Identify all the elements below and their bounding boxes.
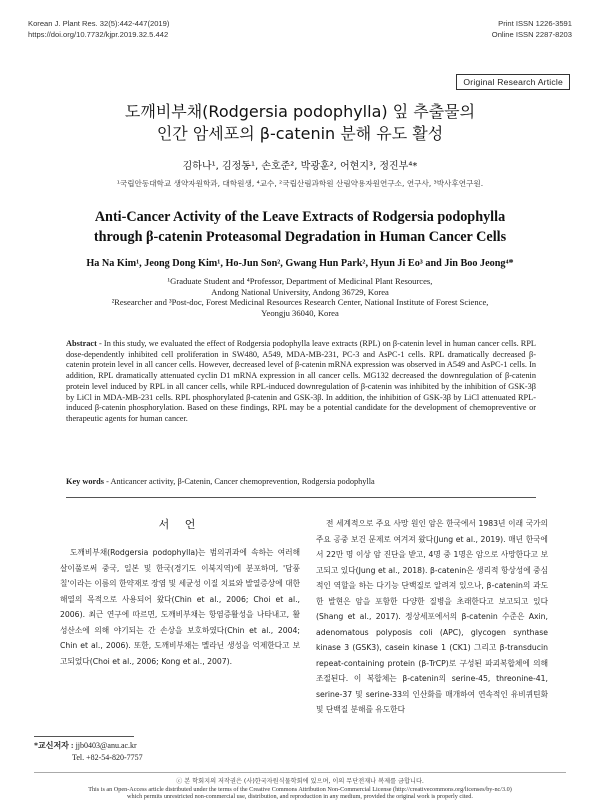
issn-header	[492, 18, 572, 40]
body-column-right: 전 세계적으로 주요 사망 원인 암은 한국에서 1983년 이래 국가의 주요 공중 보건 문제로 여겨져 왔다(Jung et al., 2019). 매년 한국에서 22만 명 이상 암 진단을 받고, 4명 중 1명은 암으로 사망한다고 보고되고 있다(Jung et al., 2018). β-catenin은 생리적 항상성에 중심적인 역할을 하는 다기능 단백질로 알려져 있으나, β-catenin의 과도한 발현은 암을 포함한 다양한 질병을 초래한다고 보고되고 있다(Shang et al., 2017). 정상세포에서의 β-catenin 수준은 Axin, adenomatous polyposis coli (APC), glycogen synthase kinase 3 (GSK3), casein kinase 1 (CK1) 그리고 β-transducin repeat-containing protein (β-TrCP)로 구성된 파괴복합체에 의해 조절된다. 이 복합체는 β-catenin의 serine-45, threonine-41, serine-37 및 serine-33의 인산화를 매개하여 연속적인 유비퀴틴화 및 단백질 분해를 유도한다	[316, 519, 548, 714]
article-type-badge: Original Research Article	[456, 74, 570, 90]
keywords-label: Key words	[66, 477, 105, 486]
license-line: which permits unrestricted non-commercial use, distribution, and reproduction in any medium, provided the original work is properly cited.	[127, 793, 473, 801]
author-phone: Tel. +82-54-820-7757	[72, 753, 143, 762]
journal-header	[28, 18, 169, 40]
introduction-heading: 서 언	[158, 518, 202, 531]
abstract	[66, 339, 536, 425]
abstract-text: - In this study, we evaluated the effect of Rodgersia podophylla leave extracts (RPL) on β-catenin level in human cancer cells. RPL dose-dependently inhibited cell proliferation in SW480, A549, MDA-MB-231, PC-3 and AsPC-1 cells. RPL dramatically decreased β-catenin protein level in all cancer cells. However, decreased level of β-catenin mRNA expression was observed in A549 and AsPC-1 cells. In addition, RPL dramatically attenuated cyclin D1 mRNA expression in all cancer cells. MG132 decreased the downregulation of β-catenin protein level induced by RPL in all cancer cells, while RPL-induced downregulation of β-catenin was inhibited by the inhibition of GSK-3β by LiCl in MDA-MB-231 cells. RPL phosphorylated β-catenin and GSK-3β. In addition, the inhibition of GSK-3β by LiCl attenuated RPL-induced β-catenin phosphorylation. Based on these findings, RPL may be a potential candidate for the development of chemopreventive or therapeutic agents for human cancer.	[66, 339, 536, 423]
doi-link[interactable]: https://doi.org/10.7732/kjpr.2019.32.5.442	[28, 30, 169, 39]
english-title-line1: Anti-Cancer Activity of the Leave Extracts of Rodgersia podophylla	[94, 209, 506, 225]
korean-title-line1: 도깨비부채(Rodgersia podophylla) 잎 추출물의	[124, 102, 476, 121]
korean-authors: 김하나¹, 김정동¹, 손호준², 박광훈², 어현지³, 정진부⁴*	[182, 161, 418, 172]
author-email[interactable]: jjb0403@anu.ac.kr	[75, 741, 137, 750]
keywords-text: - Anticancer activity, β-Catenin, Cancer chemoprevention, Rodgersia podophylla	[104, 477, 375, 486]
bottom-divider	[34, 772, 566, 773]
english-authors: Ha Na Kim¹, Jeong Dong Kim¹, Ho-Jun Son², Gwang Hun Park², Hyun Ji Eo³ and Jin Boo Jeong⁴*	[86, 258, 514, 269]
print-issn: Print ISSN 1226-3591	[498, 19, 572, 28]
affiliation-line: ²Researcher and ³Post-doc, Forest Medicinal Resources Research Center, National Institute of Forest Science,	[111, 297, 489, 308]
footnote-rule	[34, 736, 134, 737]
korean-affiliations: ¹국립안동대학교 생약자원학과, 대학원생, ⁴교수, ²국립산림과학원 산림약용자원연구소, 연구사, ³박사후연구원.	[116, 179, 484, 188]
korean-title	[0, 101, 600, 145]
footnote-label: *교신저자 :	[34, 741, 76, 750]
license-notice	[0, 786, 600, 801]
english-title	[0, 207, 600, 247]
english-affiliations	[0, 276, 600, 318]
english-title-line2: through β-catenin Proteasomal Degradation in Human Cancer Cells	[93, 229, 507, 245]
license-line: This is an Open-Access article distributed under the terms of the Creative Commons Attribution Non-Commercial License (http://creativecommons.org/licenses/by-nc/3.0)	[88, 786, 512, 793]
section-divider	[66, 497, 536, 498]
body-column-left: 도깨비부채(Rodgersia podophylla)는 범의귀과에 속하는 여러해살이풀로써 중국, 일본 및 한국(경기도 이북지역)에 분포하며, '담풍칠'이라는 이름의 한약재로 장염 및 세균성 이질 치료와 발열증상에 대한 해열의 목적으로 사용되어 왔다(Chin et al., 2006; Choi et al., 2006). 최근 연구에 따르면, 도깨비부채는 항염증활성을 나타내고, 활성산소에 의해 야기되는 간 손상을 보호하였다(Chin et al., 2004; Chin et al., 2006). 또한, 도깨비부채는 멜라닌 생성을 억제한다고 보고되었다(Choi et al., 2006; Kong et al., 2007).	[60, 548, 300, 666]
korean-copyright: ⓒ 본 학회지의 저작권은 (사)한국자원식물학회에 있으며, 이의 무단전재나 복제를 금합니다.	[176, 778, 424, 785]
abstract-label: Abstract	[66, 339, 97, 348]
affiliation-line: Andong National University, Andong 36729, Korea	[211, 286, 389, 297]
online-issn: Online ISSN 2287-8203	[491, 30, 572, 39]
affiliation-line: Yeongju 36040, Korea	[261, 307, 339, 318]
corresponding-author-footnote	[34, 740, 143, 764]
journal-citation: Korean J. Plant Res. 32(5):442-447(2019)	[28, 19, 170, 28]
keywords	[66, 476, 536, 487]
korean-title-line2: 인간 암세포의 β-catenin 분해 유도 활성	[156, 124, 444, 143]
affiliation-line: ¹Graduate Student and ⁴Professor, Department of Medicinal Plant Resources,	[167, 276, 433, 286]
